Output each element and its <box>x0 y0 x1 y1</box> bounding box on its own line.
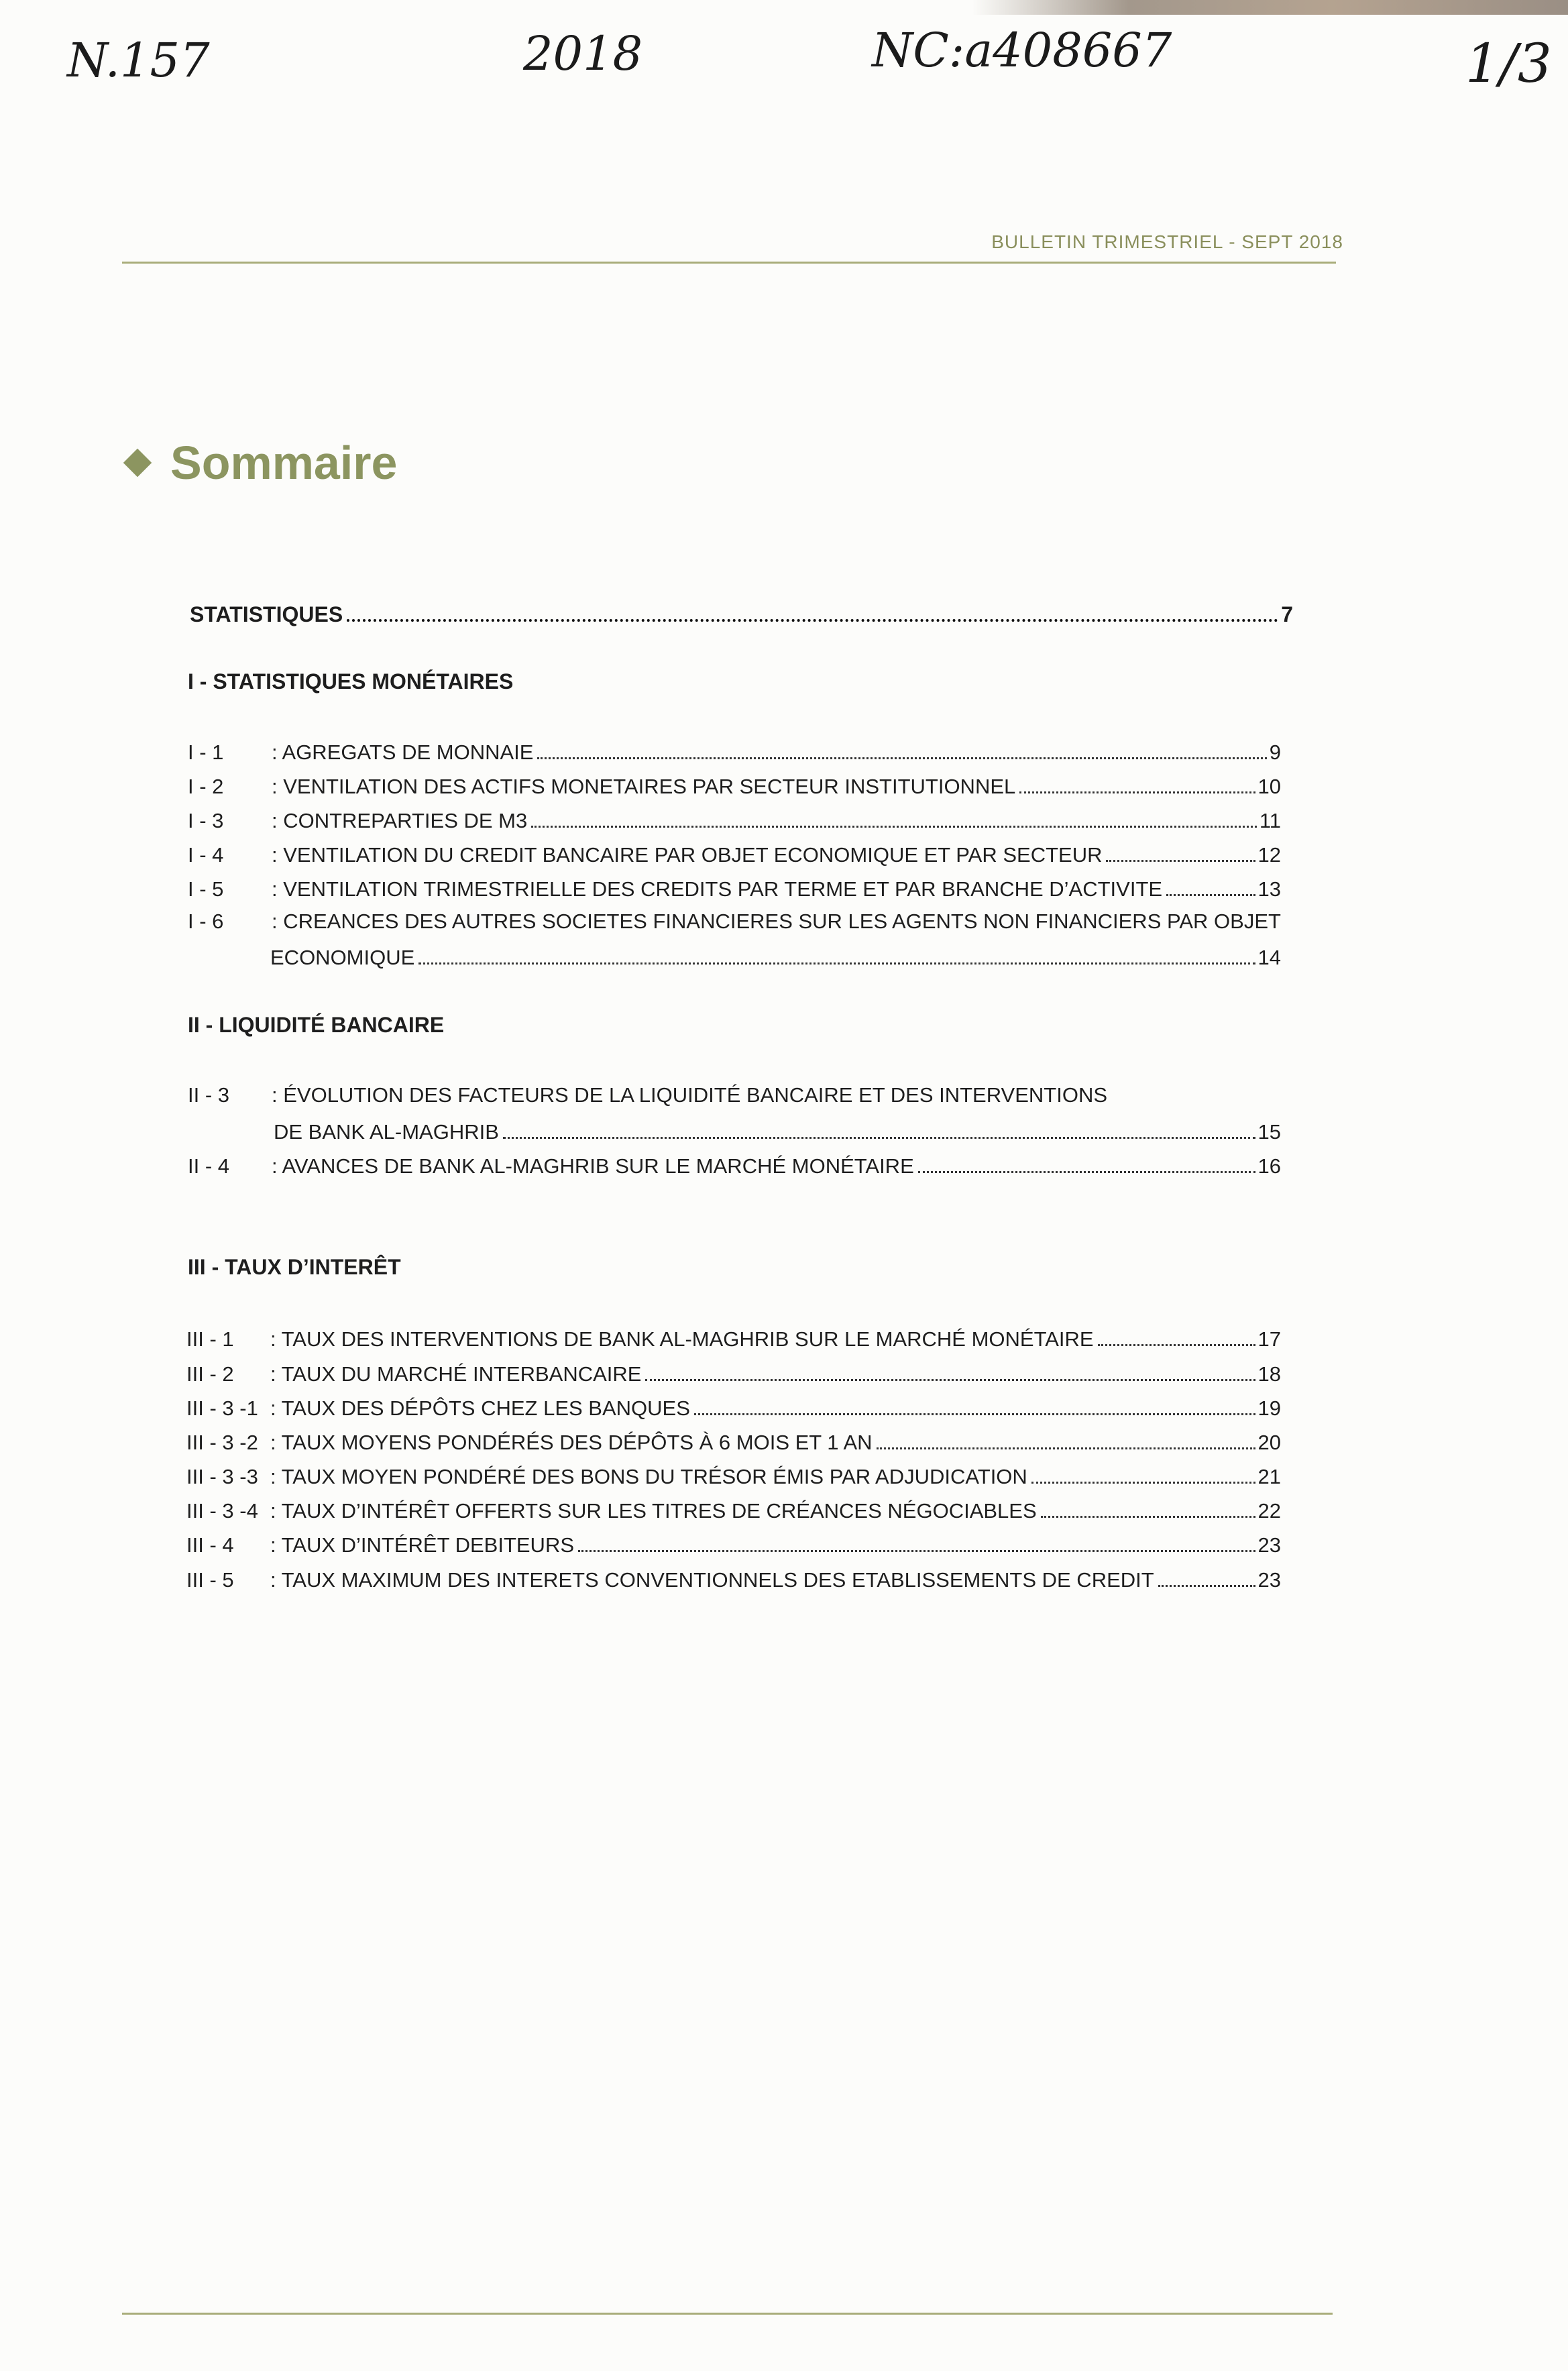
toc-entry[interactable] <box>186 1565 1281 1594</box>
toc-entry-number: III - 3 -3 <box>186 1465 258 1488</box>
toc-entry-number: I - 6 <box>188 909 224 933</box>
dot-leader <box>1019 771 1255 793</box>
toc-page-number: 22 <box>1257 1499 1281 1523</box>
dot-leader <box>918 1151 1255 1173</box>
toc-entry-number: I - 2 <box>188 775 224 798</box>
dot-leader <box>694 1393 1255 1415</box>
toc-entry-label: : TAUX DU MARCHÉ INTERBANCAIRE <box>270 1362 642 1386</box>
toc-page-number: 10 <box>1257 775 1281 798</box>
toc-entry-number: I - 4 <box>188 843 224 867</box>
toc-entry-label: DE BANK AL-MAGHRIB <box>274 1120 499 1144</box>
toc-entry-number: II - 3 <box>188 1083 230 1107</box>
section-heading: III - TAUX D’INTERÊT <box>188 1255 401 1279</box>
toc-entry-label: : TAUX MOYENS PONDÉRÉS DES DÉPÔTS À 6 MOIS ET 1 AN <box>270 1431 873 1454</box>
toc-entry-label: : TAUX MOYEN PONDÉRÉ DES BONS DU TRÉSOR ÉMIS PAR ADJUDICATION <box>270 1465 1027 1488</box>
page-title: Sommaire <box>170 437 398 489</box>
toc-entry-label: : ÉVOLUTION DES FACTEURS DE LA LIQUIDITÉ BANCAIRE ET DES INTERVENTIONS <box>272 1083 1108 1107</box>
toc-entry[interactable] <box>188 1082 1107 1109</box>
toc-page-number: 13 <box>1257 877 1281 901</box>
toc-entry-number: III - 2 <box>186 1362 234 1386</box>
toc-entry-label: : VENTILATION TRIMESTRIELLE DES CREDITS PAR TERME ET PAR BRANCHE D’ACTIVITE <box>272 877 1163 901</box>
dot-leader <box>1041 1496 1255 1518</box>
section-heading: I - STATISTIQUES MONÉTAIRES <box>188 669 514 694</box>
toc-entry[interactable] <box>188 908 1281 935</box>
toc-page-number: 15 <box>1257 1120 1281 1144</box>
toc-entry[interactable] <box>186 1427 1281 1456</box>
toc-entry-statistiques[interactable] <box>190 599 1293 628</box>
dot-leader <box>531 806 1257 828</box>
toc-entry-number: III - 4 <box>186 1533 234 1557</box>
toc-entry[interactable] <box>188 840 1281 869</box>
toc-entry-label: : CREANCES DES AUTRES SOCIETES FINANCIERES SUR LES AGENTS NON FINANCIERS PAR OBJET <box>272 909 1281 933</box>
toc-entry-label: : VENTILATION DU CREDIT BANCAIRE PAR OBJET ECONOMIQUE ET PAR SECTEUR <box>272 843 1103 867</box>
toc-entry-label: : AGREGATS DE MONNAIE <box>272 740 534 764</box>
dot-leader <box>877 1427 1255 1449</box>
toc-entry[interactable] <box>186 1496 1281 1525</box>
section-heading: II - LIQUIDITÉ BANCAIRE <box>188 1013 445 1037</box>
dot-leader <box>1166 874 1255 896</box>
toc-entry-continuation[interactable] <box>274 1117 1281 1146</box>
bulletin-header: BULLETIN TRIMESTRIEL - SEPT 2018 <box>991 231 1343 252</box>
toc-page-number: 20 <box>1257 1431 1281 1454</box>
toc-entry-label: ECONOMIQUE <box>270 946 415 969</box>
toc-entry-number: III - 1 <box>186 1327 234 1351</box>
toc-page-number: 7 <box>1281 602 1293 626</box>
handwritten-page-fraction: 1/3 <box>1465 32 1552 95</box>
toc-entry-number: III - 3 -2 <box>186 1431 258 1454</box>
toc-page-number: 21 <box>1257 1465 1281 1488</box>
toc-entry[interactable] <box>186 1462 1281 1490</box>
toc-entry[interactable] <box>188 737 1281 766</box>
toc-page-number: 17 <box>1257 1327 1281 1351</box>
toc-page-number: 14 <box>1257 946 1281 969</box>
toc-entry-label: : TAUX DES DÉPÔTS CHEZ LES BANQUES <box>270 1396 690 1420</box>
toc-entry[interactable] <box>188 1151 1281 1180</box>
dot-leader <box>1031 1462 1255 1484</box>
toc-page-number: 11 <box>1259 809 1281 832</box>
toc-page-number: 16 <box>1257 1154 1281 1178</box>
toc-entry[interactable] <box>188 874 1281 903</box>
toc-entry-number: III - 3 -4 <box>186 1499 258 1523</box>
footer-divider <box>122 2313 1333 2315</box>
toc-entry-number: I - 5 <box>188 877 224 901</box>
toc-entry[interactable] <box>186 1324 1281 1353</box>
toc-entry-label: : AVANCES DE BANK AL-MAGHRIB SUR LE MARCHÉ MONÉTAIRE <box>272 1154 914 1178</box>
toc-entry-label: : TAUX D’INTÉRÊT DEBITEURS <box>270 1533 575 1557</box>
dot-leader <box>503 1117 1255 1139</box>
toc-page-number: 12 <box>1257 843 1281 867</box>
toc-entry-number: III - 5 <box>186 1568 234 1592</box>
dot-leader <box>347 599 1278 622</box>
toc-entry-label: : VENTILATION DES ACTIFS MONETAIRES PAR SECTEUR INSTITUTIONNEL <box>272 775 1016 798</box>
toc-page-number: 9 <box>1269 740 1281 764</box>
toc-entry[interactable] <box>186 1393 1281 1422</box>
toc-page-number: 23 <box>1257 1533 1281 1557</box>
toc-entry-number: I - 1 <box>188 740 224 764</box>
toc-entry[interactable] <box>186 1530 1281 1559</box>
toc-entry-number: I - 3 <box>188 809 224 832</box>
toc-entry-continuation[interactable] <box>270 942 1281 971</box>
dot-leader <box>1158 1565 1255 1587</box>
toc-page-number: 18 <box>1257 1362 1281 1386</box>
dot-leader <box>418 942 1255 964</box>
dot-leader <box>1106 840 1255 862</box>
toc-entry-label: : TAUX MAXIMUM DES INTERETS CONVENTIONNELS DES ETABLISSEMENTS DE CREDIT <box>270 1568 1154 1592</box>
handwritten-year: 2018 <box>523 26 643 81</box>
toc-entry[interactable] <box>186 1359 1281 1388</box>
dot-leader <box>537 737 1266 759</box>
toc-page-number: 23 <box>1257 1568 1281 1592</box>
handwritten-nc-reference: NC:a408667 <box>872 23 1172 78</box>
toc-page-number: 19 <box>1257 1396 1281 1420</box>
toc-entry-label: : CONTREPARTIES DE M3 <box>272 809 528 832</box>
toc-entry-number: III - 3 -1 <box>186 1396 258 1420</box>
toc-entry[interactable] <box>188 771 1281 800</box>
dot-leader <box>1098 1324 1255 1346</box>
toc-entry-label: : TAUX DES INTERVENTIONS DE BANK AL-MAGHRIB SUR LE MARCHÉ MONÉTAIRE <box>270 1327 1094 1351</box>
toc-entry-label: : TAUX D’INTÉRÊT OFFERTS SUR LES TITRES DE CRÉANCES NÉGOCIABLES <box>270 1499 1037 1523</box>
handwritten-reference: N.157 <box>67 33 210 88</box>
toc-entry-label: STATISTIQUES <box>190 602 343 626</box>
dot-leader <box>645 1359 1255 1381</box>
dot-leader <box>578 1530 1255 1552</box>
toc-entry[interactable] <box>188 806 1281 834</box>
toc-entry-number: II - 4 <box>188 1154 230 1178</box>
